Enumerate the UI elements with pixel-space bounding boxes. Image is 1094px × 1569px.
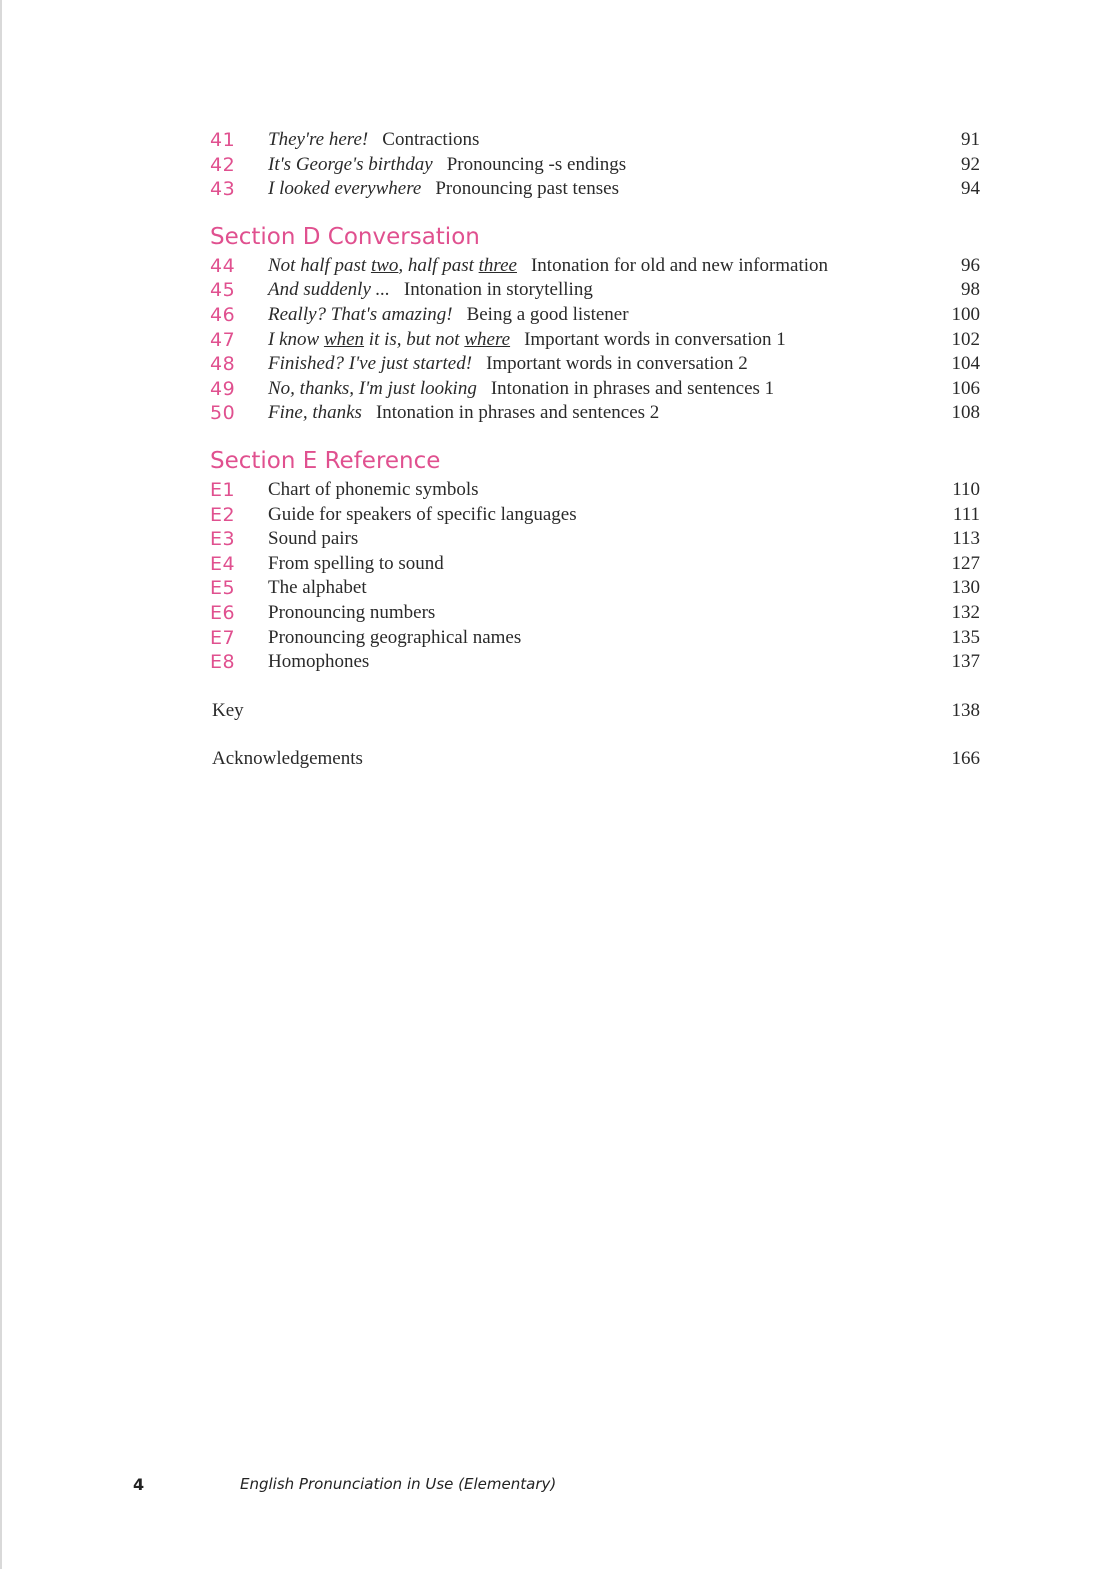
unit-title-part: three [478,254,517,276]
toc-row[interactable] [210,377,980,402]
unit-page: 104 [951,353,980,375]
unit-text [268,303,629,328]
unit-page: 132 [951,601,980,623]
unit-page: 113 [952,528,980,550]
unit-title: I looked everywhere [268,178,422,200]
unit-title [268,353,472,374]
unit-description: From spelling to sound [268,552,444,574]
table-of-contents [210,128,980,771]
unit-text [268,352,748,377]
unit-number: E8 [210,651,236,674]
unit-title [268,304,453,325]
unit-title [268,402,362,423]
unit-page: 98 [961,279,980,301]
unit-title-part: , half past [398,254,479,276]
unit-description: Pronouncing past tenses [435,178,619,200]
unit-number: 47 [210,328,236,351]
unit-description: Intonation in phrases and sentences 1 [490,377,775,399]
unit-text [268,478,479,503]
toc-row[interactable] [210,601,980,626]
unit-text [268,601,435,626]
unit-description: Important words in conversation 1 [524,328,786,350]
toc-row[interactable] [210,503,980,528]
unit-title-part: No, thanks, I'm just looking [268,377,477,399]
unit-title-part: I know [268,328,324,350]
toc-row[interactable] [210,352,980,377]
toc-row[interactable] [210,328,980,353]
acknowledgements-page: 166 [951,747,980,769]
page-edge [0,0,2,1569]
section-c-tail [210,128,980,202]
unit-text [268,278,593,303]
unit-text [268,177,619,202]
toc-row[interactable] [210,254,980,279]
footer-page-number: 4 [133,1475,145,1494]
unit-title [268,279,390,300]
unit-number: E5 [210,577,236,600]
toc-row[interactable] [210,527,980,552]
unit-page: 110 [952,478,980,500]
unit-number: 42 [210,153,236,176]
toc-row[interactable] [210,153,980,178]
toc-row[interactable] [210,552,980,577]
unit-title-part: Fine, thanks [268,402,362,424]
unit-title-part: And suddenly ... [268,279,390,301]
unit-text [268,128,479,153]
unit-description: Intonation in storytelling [403,279,593,301]
unit-description: Pronouncing numbers [268,601,436,623]
unit-number: E6 [210,601,236,624]
unit-description: Guide for speakers of specific languages [268,503,577,525]
unit-page: 108 [951,402,980,424]
unit-title-part: Really? That's amazing! [268,303,453,325]
unit-page: 92 [961,153,980,175]
section-d-heading: Section D Conversation [210,223,480,250]
acknowledgements-label: Acknowledgements [212,747,363,769]
unit-title-part: where [464,328,511,350]
unit-description: Pronouncing -s endings [446,153,627,175]
unit-number: E7 [210,626,236,649]
unit-text [268,576,367,601]
unit-title [268,329,510,350]
unit-number: E2 [210,503,236,526]
unit-title [268,255,517,276]
unit-page: 94 [961,178,980,200]
unit-page: 100 [951,303,980,325]
section-d-list [210,254,980,426]
unit-description: The alphabet [268,577,367,599]
unit-description: Homophones [268,651,370,673]
key-page: 138 [951,699,980,721]
unit-title-part: Finished? I've just started! [268,353,473,375]
unit-text [268,377,774,402]
key-entry[interactable] [210,699,980,723]
unit-description: Important words in conversation 2 [486,353,748,375]
unit-text [268,527,358,552]
unit-description: Contractions [382,129,480,150]
unit-number: 48 [210,353,236,376]
section-e-list [210,478,980,675]
toc-row[interactable] [210,626,980,651]
unit-page: 102 [951,328,980,350]
toc-row[interactable] [210,177,980,202]
unit-page: 106 [951,377,980,399]
unit-description: Intonation in phrases and sentences 2 [375,402,660,424]
unit-text [268,328,786,353]
unit-text [268,650,369,675]
toc-row[interactable] [210,576,980,601]
unit-title-part: Not half past [268,254,371,276]
unit-number: 50 [210,402,236,425]
unit-title: They're here! [268,129,369,150]
unit-number: 49 [210,377,236,400]
section-e-heading: Section E Reference [210,447,441,474]
unit-description: Being a good listener [466,303,629,325]
unit-text [268,626,521,651]
toc-row[interactable] [210,401,980,426]
unit-number: 45 [210,279,236,302]
unit-text [268,153,626,178]
unit-page: 135 [951,626,980,648]
unit-number: 41 [210,129,236,151]
unit-page: 137 [951,651,980,673]
acknowledgements-entry[interactable] [210,747,980,771]
unit-description: Intonation for old and new information [530,254,829,276]
unit-title-part: two [370,254,399,276]
toc-row[interactable] [210,650,980,675]
unit-title-part: it is, but not [364,328,465,350]
unit-text [268,401,659,426]
unit-text [268,552,444,577]
unit-text [268,254,828,279]
unit-number: E3 [210,528,236,551]
toc-row[interactable] [210,478,980,503]
toc-row[interactable] [210,128,980,153]
unit-page: 96 [961,254,980,276]
unit-description: Pronouncing geographical names [268,626,522,648]
unit-page: 127 [951,552,980,574]
unit-title-part: when [323,328,365,350]
unit-number: 43 [210,178,236,201]
unit-description: Sound pairs [268,528,359,550]
unit-page: 111 [952,503,980,525]
footer-book-title: English Pronunciation in Use (Elementary) [240,1475,557,1493]
unit-number: E4 [210,552,236,575]
key-label: Key [212,699,244,721]
unit-page: 130 [951,577,980,599]
unit-text [268,503,577,528]
toc-row[interactable] [210,278,980,303]
unit-number: 44 [210,254,236,277]
unit-title: It's George's birthday [268,153,433,175]
unit-number: 46 [210,303,236,326]
unit-description: Chart of phonemic symbols [268,478,479,500]
unit-number: E1 [210,478,236,501]
unit-page: 91 [961,129,980,150]
unit-title [268,378,477,399]
toc-row[interactable] [210,303,980,328]
